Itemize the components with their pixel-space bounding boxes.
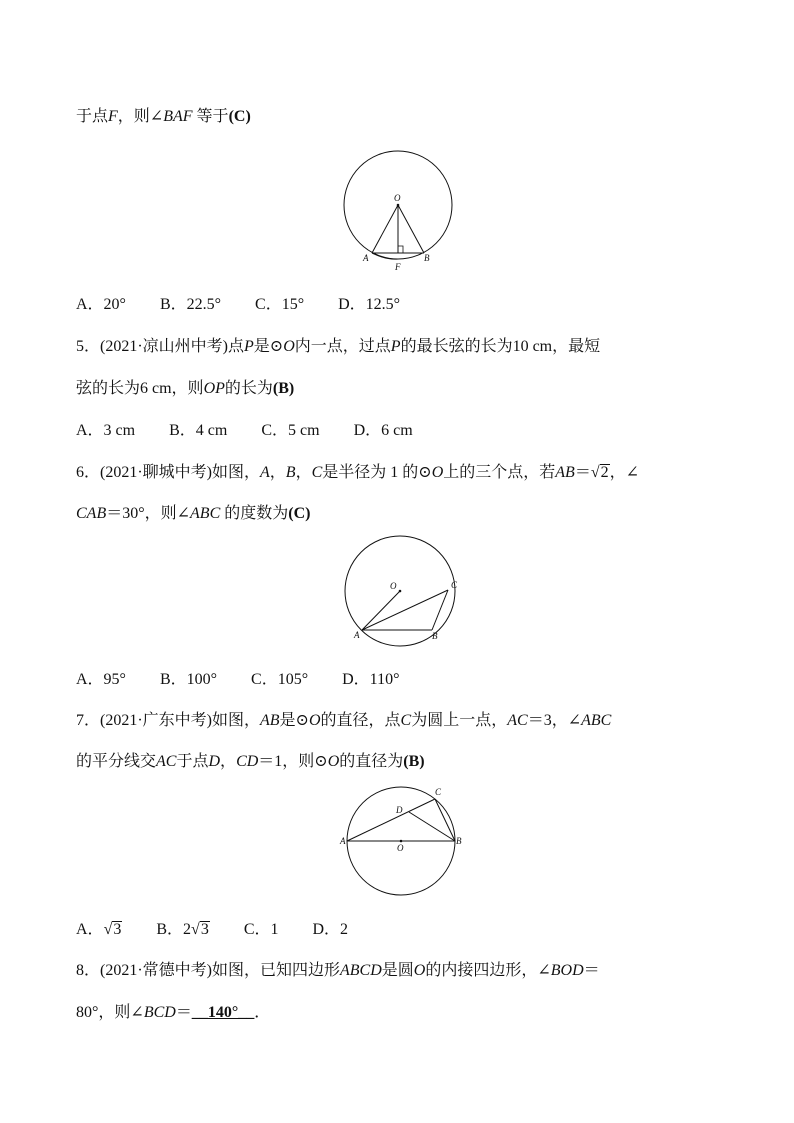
q7-text: 的平分线交 [76,753,157,770]
q6-center-dot [399,590,402,593]
q6-stem-line-1 [76,462,639,484]
q6-line-OA [362,591,400,630]
q5-option-d: D．6 cm [353,422,413,439]
q6-option-c: C．105° [251,671,309,688]
q5-var-O: O [283,338,295,355]
q5-options [76,420,447,442]
q4-option-d: D．12.5° [338,296,401,313]
q5-option-a: A．3 cm [76,422,136,439]
q7-var-AB: AB [260,712,280,729]
q4-var-BAF: BAF [163,108,193,125]
q6-text: 6．(2021·聊城中考)如图， [76,464,260,481]
q6-var-ABC: ABC [190,505,221,522]
q6-text: ＝30°，则∠ [106,505,191,522]
q6-options [76,669,434,691]
q7-text: ＝3，∠ [527,712,582,729]
q6-text: 是半径为 1 的⊙ [322,464,432,481]
q4-option-a: A．20° [76,296,126,313]
q7-text: 为圆上一点， [411,712,508,729]
q4-label-F: F [395,262,401,272]
q8-var-BCD: BCD [143,1004,176,1021]
q8-text: ． [254,1004,271,1021]
q7-stem-line-1 [76,710,611,732]
q7-option-b-prefix: B．2 [156,921,192,938]
q4-center-dot [397,204,400,207]
q7-var-D: D [208,753,221,770]
q5-text: 内一点，过点 [294,338,391,355]
q4-right-angle-mark [398,246,403,253]
q4-option-c: C．15° [255,296,305,313]
q5-stem-line-1 [76,336,600,358]
q7-var-ABC: ABC [581,712,612,729]
q4-line-OA [372,205,398,253]
q6-var-O: O [431,464,444,481]
q7-option-a [76,919,122,941]
q4-label-A: A [363,253,369,263]
q6-label-O: O [390,581,397,591]
q8-text: 8．(2021·常德中考)如图，已知四边形 [76,962,340,979]
q8-text: ＝ [175,1004,192,1021]
q7-label-B: B [456,836,462,846]
q5-var-P: P [244,338,254,355]
q7-option-b-radicand: 3 [200,921,209,938]
q4-label-O: O [394,193,401,203]
q5-text: 弦的长为6 cm，则 [76,380,204,397]
q6-label-A: A [354,630,360,640]
q8-var-ABCD: ABCD [340,962,382,979]
q7-options [76,919,348,941]
q7-text: 的直径为 [339,753,404,770]
q8-var-O: O [413,962,426,979]
q4-option-b: B．22.5° [159,296,222,313]
q5-var-OP: OP [203,380,225,397]
q6-label-B: B [432,631,438,641]
q7-text: 7．(2021·广东中考)如图， [76,712,260,729]
q6-text: ， [269,464,286,481]
q6-var-AB: AB [555,464,575,481]
q5-text: 的最长弦的长为10 cm，最短 [400,338,601,355]
q4-stem-line [76,106,251,128]
q6-answer: (C) [288,505,311,522]
q5-text: 是⊙ [253,338,284,355]
q8-answer-blank: __140°__ [191,1004,255,1021]
q6-line-AC [362,590,448,630]
q7-center-dot [400,840,403,843]
q6-var-A: A [260,464,270,481]
q6-stem-line-2 [76,503,310,525]
q5-answer: (B) [272,380,295,397]
q6-text: ， [295,464,312,481]
q7-figure [338,784,466,896]
q5-text: 的长为 [224,380,273,397]
q6-text: ，∠ [609,464,640,481]
q6-var-C: C [311,464,323,481]
q5-var-P: P [390,338,401,355]
q7-var-O: O [327,753,340,770]
q4-text: 等于 [192,108,229,125]
q7-var-C: C [400,712,412,729]
q6-option-d: D．110° [342,671,400,688]
q7-option-a-sqrt-sign: √ [103,921,113,938]
q7-var-O: O [308,712,321,729]
q5-text: 5．(2021·凉山州中考)点 [76,338,244,355]
q6-text: 上的三个点，若 [443,464,556,481]
q8-stem-line-2 [76,1002,270,1024]
q7-option-a-radicand: 3 [113,921,122,938]
q7-var-AC: AC [507,712,528,729]
q6-text: ＝ [574,464,591,481]
q7-text: ＝1，则⊙ [258,753,328,770]
q7-option-b [156,919,209,941]
q8-text: 的内接四边形，∠ [425,962,551,979]
q5-option-c: C．5 cm [261,422,320,439]
q4-text: 于点 [76,108,109,125]
q8-var-BOD: BOD [550,962,584,979]
q4-label-B: B [424,253,430,263]
q6-label-C: C [451,580,458,590]
q6-var-B: B [285,464,296,481]
q7-option-d: D．2 [312,921,349,938]
q6-text: 的度数为 [220,505,289,522]
q4-var-F: F [108,108,118,125]
q7-label-D: D [396,805,403,815]
q7-answer: (B) [403,753,425,770]
q7-text: 于点 [176,753,209,770]
q7-var-AC: AC [156,753,177,770]
q7-var-CD: CD [236,753,259,770]
q7-stem-line-2 [76,751,425,773]
q8-stem-line-1 [76,960,600,982]
q7-label-O: O [397,843,404,853]
q4-answer: (C) [228,108,251,125]
q4-text: ，则∠ [117,108,164,125]
q6-sqrt-radicand: 2 [600,464,609,481]
q6-option-a: A．95° [76,671,126,688]
q7-option-c: C．1 [243,921,279,938]
q5-stem-line-2 [76,378,294,400]
q6-sqrt-sign: √ [590,464,600,481]
q7-text: ， [220,753,237,770]
q7-text: 是⊙ [279,712,309,729]
q6-figure [338,534,466,652]
q6-option-b: B．100° [159,671,218,688]
q4-options [76,294,434,316]
q7-text: 的直径，点 [320,712,401,729]
q6-var-CAB: CAB [76,505,107,522]
q8-text: 80°，则∠ [76,1004,144,1021]
q8-text: 是圆 [381,962,414,979]
q5-option-b: B．4 cm [169,422,228,439]
q7-option-b-sqrt-sign: √ [191,921,200,938]
q4-figure [336,150,460,274]
q8-text: ＝ [583,962,600,979]
q7-label-C: C [435,787,442,797]
q7-label-A: A [340,836,346,846]
q7-option-a-prefix: A． [76,921,104,938]
